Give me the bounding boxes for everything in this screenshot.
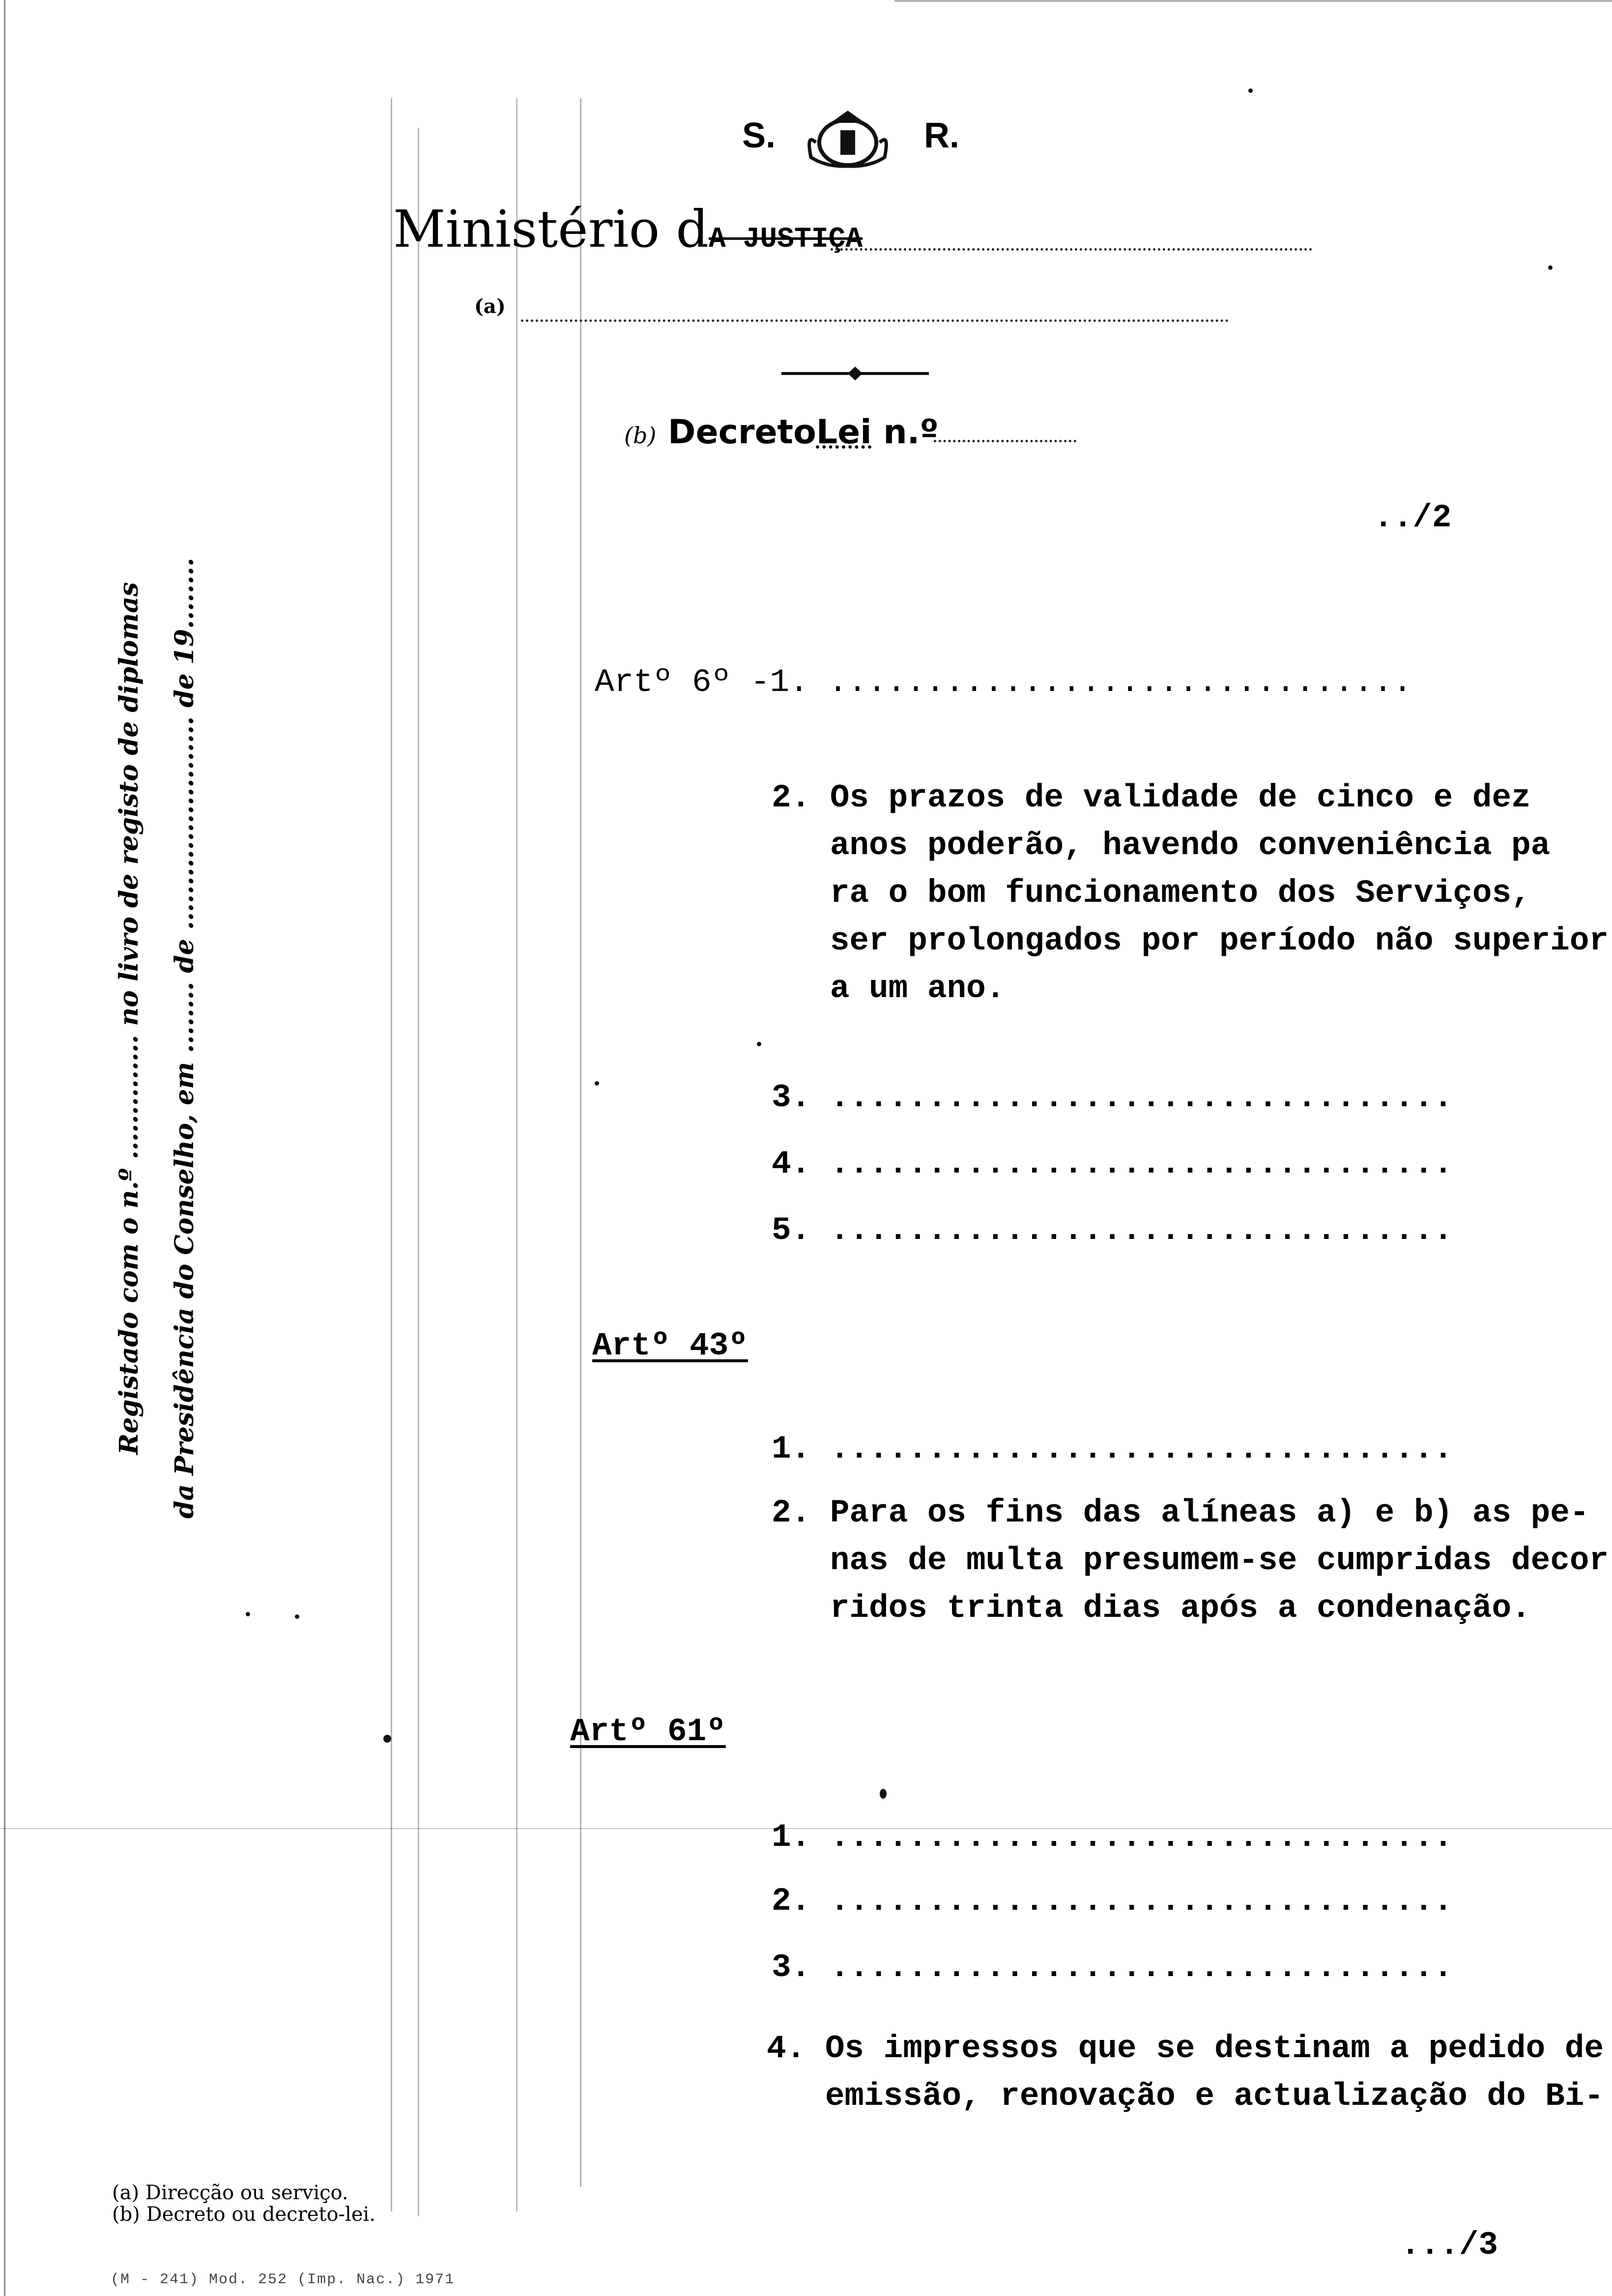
decree-marker: (b) — [624, 422, 657, 449]
article-6-heading: Artº 6º -1. .............................. — [595, 664, 1412, 701]
decree-line — [624, 413, 939, 452]
ministry-fill-line — [831, 248, 1312, 251]
text-line: ser prolongados por período não superior — [772, 922, 1609, 959]
article-61-item-2: 2. ................................ — [772, 1883, 1453, 1920]
decree-number-fill-line — [934, 440, 1076, 442]
text-line: 2. Os prazos de validade de cinco e dez — [772, 779, 1531, 816]
header-s-letter: S. — [742, 116, 776, 155]
text-line: nas de multa presumem-se cumpridas decor — [772, 1542, 1609, 1579]
text-line: anos poderão, havendo conveniência pa — [772, 827, 1551, 864]
text-line: 4. Os impressos que se destinam a pedido de — [767, 2030, 1604, 2067]
article-43-heading: Artº 43º — [592, 1327, 748, 1364]
ministry-name: A JUSTIÇA — [708, 224, 863, 256]
article-61-item-1: 1. ................................ — [772, 1819, 1453, 1856]
article-6-item-5: 5. ................................ — [772, 1212, 1453, 1249]
next-page-ref: .../3 — [1401, 2227, 1498, 2264]
fold-line — [391, 98, 392, 2211]
article-43-item-2 — [772, 1489, 1609, 1632]
coat-of-arms-emblem — [801, 103, 894, 177]
text-line: emissão, renovação e actualização do Bi- — [767, 2078, 1604, 2115]
page-ref: ../2 — [1374, 499, 1452, 536]
note-a-marker: (a) — [474, 295, 506, 318]
register-line-1: Registado com o n.º .............. no livro de registo de diplomas — [114, 582, 144, 1455]
decree-label: Decreto — [668, 413, 816, 452]
fold-line — [418, 128, 419, 2216]
decree-number-label: n.º — [883, 413, 939, 452]
ministry-prefix: Ministério d — [393, 199, 709, 259]
article-61-item-3: 3. ................................ — [772, 1949, 1453, 1986]
article-6-item-4: 4. ................................ — [772, 1146, 1453, 1182]
text-line: a um ano. — [772, 970, 1006, 1007]
footnote-a: (a) Direcção ou serviço. — [112, 2181, 348, 2204]
header-r-letter: R. — [924, 116, 959, 155]
text-line: ridos trinta dias após a condenação. — [772, 1590, 1531, 1627]
article-6-item-3: 3. ................................ — [772, 1079, 1453, 1116]
article-43-item-1: 1. ................................ — [772, 1431, 1453, 1467]
service-fill-line — [521, 319, 1229, 322]
scan-top-edge — [894, 0, 1612, 2]
article-6-item-2 — [772, 774, 1609, 1012]
text-line: 2. Para os fins das alíneas a) e b) as pe- — [772, 1494, 1589, 1531]
article-61-heading: Artº 61º — [570, 1713, 726, 1750]
scan-edge-line — [4, 0, 5, 2296]
fold-line — [516, 98, 518, 2211]
ornament-divider — [781, 364, 929, 383]
fold-line — [580, 98, 581, 2187]
footnotes — [112, 2182, 375, 2225]
footnote-b: (b) Decreto ou decreto-lei. — [112, 2203, 376, 2226]
register-line-2: da Presidência do Conselho, em ........ de ........................ de 19........ — [170, 557, 200, 1519]
article-61-item-4 — [767, 2025, 1604, 2120]
text-line: ra o bom funcionamento dos Serviços, — [772, 875, 1531, 912]
printer-code: (M - 241) Mod. 252 (Imp. Nac.) 1971 — [111, 2271, 455, 2288]
ministry-heading — [393, 199, 863, 259]
decree-type: Lei — [816, 413, 872, 452]
